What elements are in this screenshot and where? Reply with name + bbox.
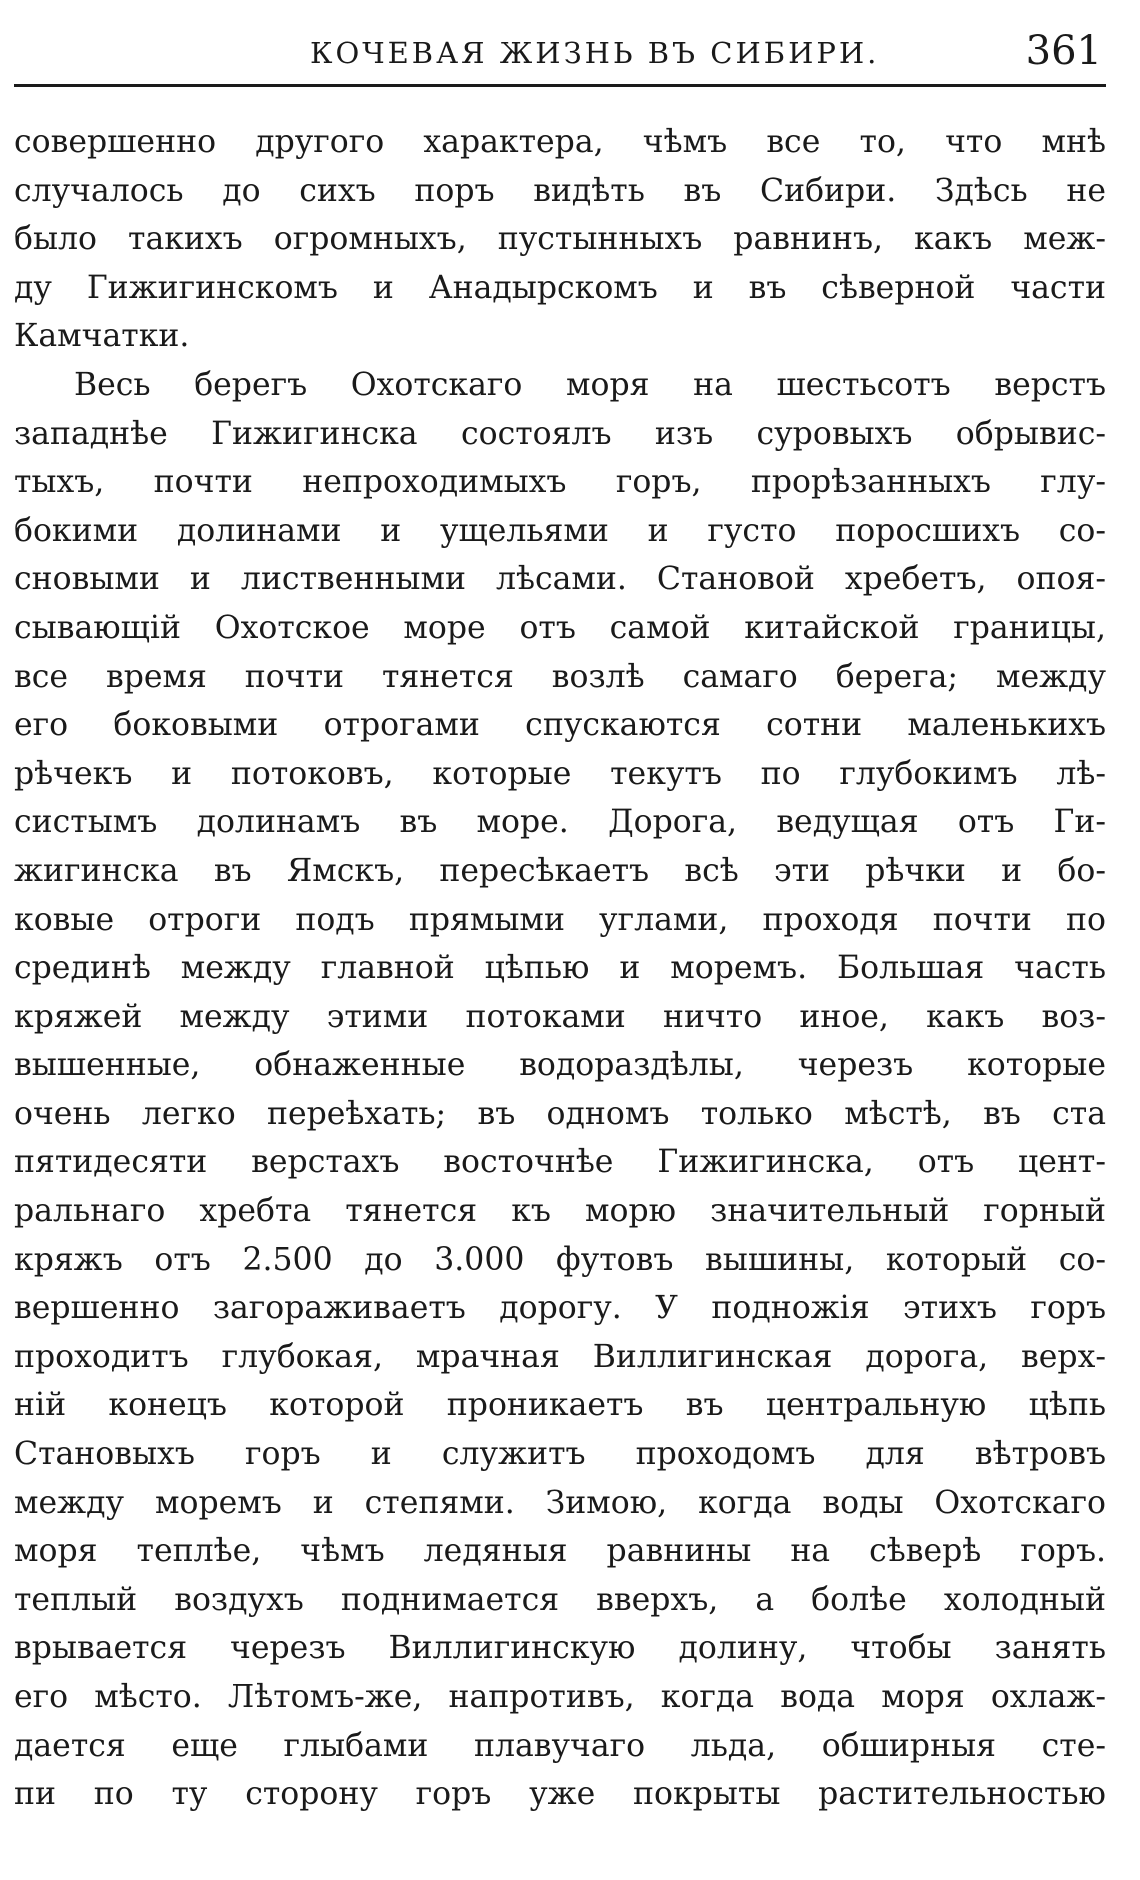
text-line: ду Гижигинскомъ и Анадырскомъ и въ сѣверной части [14, 269, 1106, 306]
text-line: систымъ долинамъ въ море. Дорога, ведущая отъ Ги- [14, 804, 1106, 841]
text-line: дается еще глыбами плавучаго льда, обширныя сте- [14, 1727, 1106, 1764]
text-line: теплый воздухъ поднимается вверхъ, а болѣе холодный [14, 1581, 1106, 1618]
text-line: было такихъ огромныхъ, пустынныхъ равнинъ, какъ меж- [14, 221, 1106, 258]
text-line: моря теплѣе, чѣмъ ледяныя равнины на сѣверѣ горъ. [14, 1533, 1106, 1570]
text-line: пятидесяти верстахъ восточнѣе Гижигинска, отъ цент- [14, 1144, 1106, 1181]
text-line: его мѣсто. Лѣтомъ-же, напротивъ, когда вода моря охлаж- [14, 1679, 1106, 1715]
text-line: срединѣ между главной цѣпью и моремъ. Большая часть [14, 950, 1106, 987]
text-line: Становыхъ горъ и служитъ проходомъ для вѣтровъ [14, 1436, 1106, 1473]
text-line: Камчатки. [14, 318, 190, 355]
text-line: пи по ту сторону горъ уже покрыты растительностью [14, 1776, 1106, 1813]
text-line: тыхъ, почти непроходимыхъ горъ, прорѣзанныхъ глу- [14, 464, 1106, 501]
text-line: очень легко переѣхать; въ одномъ только мѣстѣ, въ ста [14, 1095, 1106, 1132]
text-line: все время почти тянется возлѣ самаго берега; между [14, 658, 1106, 695]
page-number: 361 [1025, 28, 1102, 74]
text-line: сывающій Охотское море отъ самой китайской границы, [14, 609, 1106, 646]
text-line: рѣчекъ и потоковъ, которые текутъ по глубокимъ лѣ- [14, 755, 1106, 792]
text-line: бокими долинами и ущельями и густо поросшихъ со- [14, 512, 1106, 549]
text-line: врывается черезъ Виллигинскую долину, чтобы занять [14, 1630, 1106, 1667]
body-text [14, 118, 1106, 1819]
text-line: случалось до сихъ поръ видѣть въ Сибири. Здѣсь не [14, 172, 1106, 209]
text-line: вершенно загораживаетъ дорогу. У подножія этихъ горъ [14, 1290, 1106, 1327]
text-line: Весь берегъ Охотскаго моря на шестьсотъ верстъ [74, 366, 1106, 403]
text-line: ральнаго хребта тянется къ морю значительный горный [14, 1193, 1106, 1230]
text-line: проходитъ глубокая, мрачная Виллигинская дорога, верх- [14, 1338, 1106, 1375]
text-line: совершенно другого характера, чѣмъ все то, что мнѣ [14, 124, 1106, 160]
running-title: КОЧЕВАЯ ЖИЗНЬ ВЪ СИБИРИ. [310, 36, 880, 70]
text-line: сновыми и лиственными лѣсами. Становой хребетъ, опоя- [14, 561, 1106, 598]
text-line: жигинска въ Ямскъ, пересѣкаетъ всѣ эти рѣчки и бо- [14, 852, 1106, 889]
text-line: ній конецъ которой проникаетъ въ центральную цѣпь [14, 1387, 1106, 1424]
book-page [14, 0, 1120, 1880]
text-line: вышенные, обнаженные водораздѣлы, черезъ которые [14, 1047, 1106, 1084]
text-line: его боковыми отрогами спускаются сотни маленькихъ [14, 707, 1106, 744]
text-line: кряжъ отъ 2.500 до 3.000 футовъ вышины, который со- [14, 1241, 1106, 1278]
text-line: кряжей между этими потоками ничто иное, какъ воз- [14, 998, 1106, 1035]
text-line: западнѣе Гижигинска состоялъ изъ суровыхъ обрывис- [14, 415, 1106, 452]
text-line: ковые отроги подъ прямыми углами, проходя почти по [14, 901, 1106, 938]
page-header [14, 28, 1106, 87]
text-line: между моремъ и степями. Зимою, когда воды Охотскаго [14, 1484, 1106, 1521]
